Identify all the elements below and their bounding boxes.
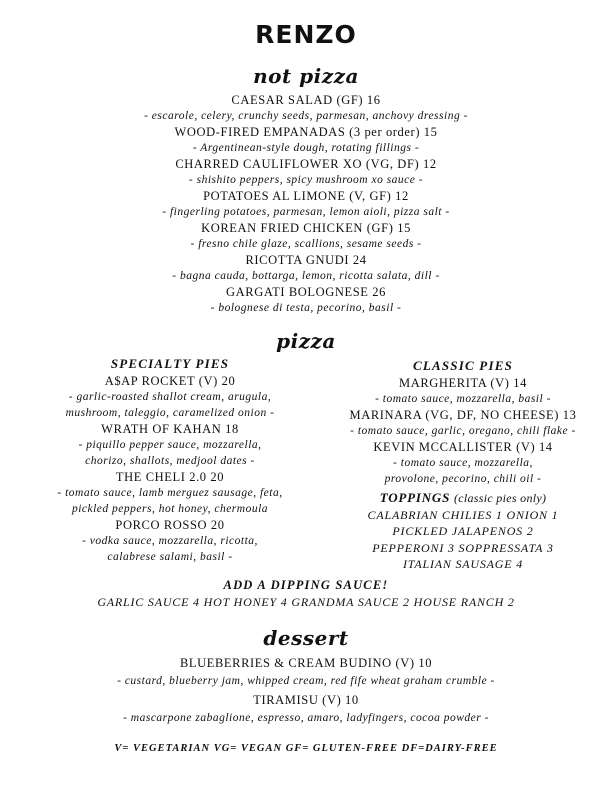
menu-item-desc: - escarole, celery, crunchy seeds, parmesan, anchovy dressing - [144,110,468,122]
menu-item-name: KOREAN FRIED CHICKEN (GF) 15 [201,221,411,235]
classic-pies-list [322,375,604,487]
dipping-sauce-block [0,577,612,611]
menu-item-name: CAESAR SALAD (GF) 16 [231,93,381,107]
toppings-header [322,490,604,507]
menu-item-name: BLUEBERRIES & CREAM BUDINO (V) 10 [179,656,433,670]
menu-item-desc: - bolognese di testa, pecorino, basil - [210,302,402,314]
dietary-legend: V= VEGETARIAN VG= VEGAN GF= GLUTEN-FREE DF=DAIRY-FREE [114,743,498,754]
pie-desc: - tomato sauce, garlic, oregano, chili flake - [350,425,576,437]
menu-item-desc: - custard, blueberry jam, whipped cream, red fife wheat graham crumble - [117,675,495,687]
classic-pies-heading: CLASSIC PIES [412,358,514,373]
topping-line: CALABRIAN CHILIES 1 ONION 1 [367,507,559,522]
menu-item-desc: - shishito peppers, spicy mushroom xo sauce - [188,174,424,186]
toppings-heading: TOPPINGS [379,490,451,505]
pie-desc: - piquillo pepper sauce, mozzarella, [78,439,262,451]
pie-name: THE CHELI 2.0 20 [115,470,225,484]
classic-pies-column [322,357,604,573]
section-title-dessert: dessert [263,626,349,650]
pie-desc: - tomato sauce, mozzarella, basil - [375,393,551,405]
pie-desc: - tomato sauce, lamb merguez sausage, feta, [57,487,283,499]
pie-desc: mushroom, taleggio, caramelized onion - [65,407,275,419]
topping-line: ITALIAN SAUSAGE 4 [402,557,524,571]
menu-item-name: TIRAMISU (V) 10 [253,693,359,707]
topping-line: PEPPERONI 3 SOPPRESSATA 3 [372,540,554,555]
menu-item-desc: - bagna cauda, bottarga, lemon, ricotta salata, dill - [172,270,440,282]
pie-name: KEVIN MCCALLISTER (V) 14 [373,440,553,454]
section-title-pizza: pizza [276,329,336,353]
section-title-not-pizza: not pizza [253,64,359,88]
pie-desc: provolone, pecorino, chili oil - [384,473,542,485]
pie-desc: calabrese salami, basil - [107,551,233,563]
pie-name: MARINARA (VG, DF, NO CHEESE) 13 [349,408,577,422]
dipping-sauce-heading: ADD A DIPPING SAUCE! [223,578,389,592]
menu-item-name: CHARRED CAULIFLOWER XO (VG, DF) 12 [175,157,437,171]
dipping-sauce-options: GARLIC SAUCE 4 HOT HONEY 4 GRANDMA SAUCE 2 HOUSE RANCH 2 [97,595,515,609]
menu-item-desc: - Argentinean-style dough, rotating fillings - [192,142,420,154]
pie-desc: - tomato sauce, mozzarella, [393,457,533,469]
pie-name: WRATH OF KAHAN 18 [101,422,239,436]
menu-item-name: GARGATI BOLOGNESE 26 [226,285,386,299]
specialty-pies-list [20,373,320,565]
dessert-list [0,655,612,727]
pie-name: PORCO ROSSO 20 [115,518,225,532]
menu-item-name: POTATOES AL LIMONE (V, GF) 12 [203,189,409,203]
menu-item-name: RICOTTA GNUDI 24 [245,253,367,267]
menu-item-desc: - fingerling potatoes, parmesan, lemon aioli, pizza salt - [162,206,450,218]
specialty-pies-column [20,355,320,565]
menu-item-name: WOOD-FIRED EMPANADAS (3 per order) 15 [174,125,438,139]
pie-desc: chorizo, shallots, medjool dates - [85,455,255,467]
pie-desc: - garlic-roasted shallot cream, arugula, [68,391,272,403]
menu-item-desc: - mascarpone zabaglione, espresso, amaro, ladyfingers, cocoa powder - [123,712,489,724]
toppings-note: (classic pies only) [453,491,547,505]
topping-line: PICKLED JALAPENOS 2 [392,524,534,538]
pie-name: A$AP ROCKET (V) 20 [104,374,236,388]
pie-name: MARGHERITA (V) 14 [399,376,527,390]
restaurant-logo: RENZO [255,20,357,49]
not-pizza-list [0,92,612,316]
pie-desc: pickled peppers, hot honey, chermoula [71,503,269,515]
menu-item-desc: - fresno chile glaze, scallions, sesame seeds - [190,238,422,250]
pie-desc: - vodka sauce, mozzarella, ricotta, [82,535,258,547]
specialty-pies-heading: SPECIALTY PIES [110,356,230,371]
